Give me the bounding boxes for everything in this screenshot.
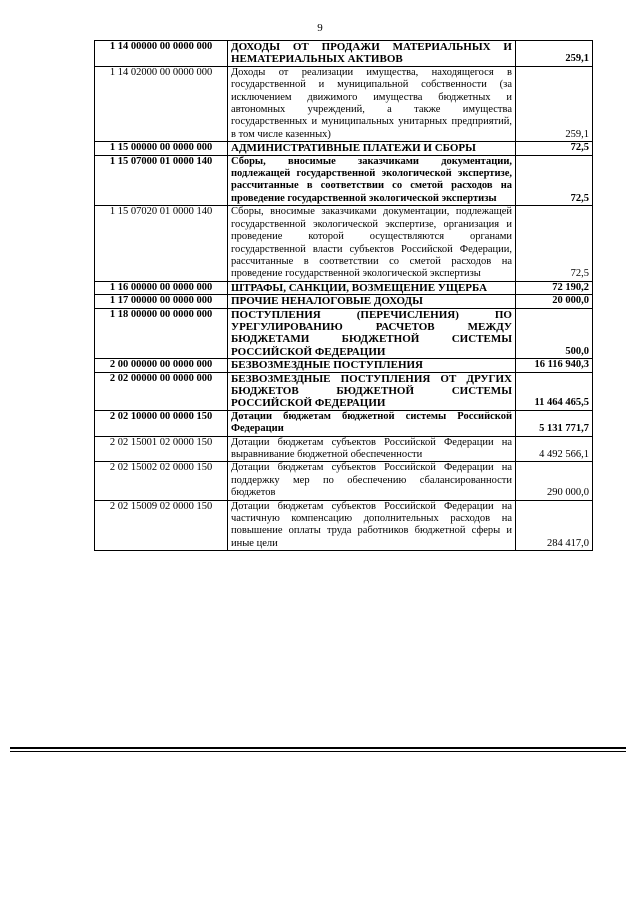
table-row	[95, 41, 593, 67]
revenue-name-cell: АДМИНИСТРАТИВНЫЕ ПЛАТЕЖИ И СБОРЫ	[228, 142, 516, 155]
amount-cell: 284 417,0	[516, 500, 593, 551]
revenue-name-cell: Сборы, вносимые заказчиками документации, подлежащей государственной экологической экспертизе, организация и проведение которой осуществляются органами государственной власти субъектов Российской Федерации, рассчитанные в соответствии со сметой расходов на проведение государственной экологической экспертизы	[228, 206, 516, 281]
budget-code-cell: 2 02 15001 02 0000 150	[95, 436, 228, 462]
revenue-name-cell: Дотации бюджетам субъектов Российской Федерации на выравнивание бюджетной обеспеченности	[228, 436, 516, 462]
budget-code-cell: 2 02 15002 02 0000 150	[95, 462, 228, 500]
table-row	[95, 281, 593, 294]
amount-cell: 11 464 465,5	[516, 372, 593, 410]
revenue-name-cell: Доходы от реализации имущества, находящегося в государственной и муниципальной собственности (за исключением движимого имущества бюджетных и автономных учреждений, а также имущества государственных и муниципальных унитарных предприятий, в том числе казенных)	[228, 66, 516, 141]
revenue-table-body	[95, 41, 593, 551]
footer-rule-thin	[10, 751, 626, 752]
amount-cell: 72,5	[516, 155, 593, 206]
footer-rule	[10, 747, 626, 749]
table-row	[95, 436, 593, 462]
budget-code-cell: 1 14 00000 00 0000 000	[95, 41, 228, 67]
revenue-name-cell: Сборы, вносимые заказчиками документации, подлежащей государственной экологической экспертизе, рассчитанные в соответствии со сметой расходов на проведение государственной экологической экспертизы	[228, 155, 516, 206]
budget-code-cell: 2 02 15009 02 0000 150	[95, 500, 228, 551]
revenue-name-cell: ПОСТУПЛЕНИЯ (ПЕРЕЧИСЛЕНИЯ) ПО УРЕГУЛИРОВАНИЮ РАСЧЕТОВ МЕЖДУ БЮДЖЕТАМИ БЮДЖЕТНОЙ СИСТЕМЫ РОССИЙСКОЙ ФЕДЕРАЦИИ	[228, 308, 516, 359]
table-row	[95, 462, 593, 500]
amount-cell: 259,1	[516, 66, 593, 141]
amount-cell: 72 190,2	[516, 281, 593, 294]
amount-cell: 72,5	[516, 206, 593, 281]
revenue-name-cell: Дотации бюджетам субъектов Российской Федерации на поддержку мер по обеспечению сбалансированности бюджетов	[228, 462, 516, 500]
table-row	[95, 142, 593, 155]
budget-code-cell: 2 00 00000 00 0000 000	[95, 359, 228, 372]
table-row	[95, 410, 593, 436]
budget-code-cell: 1 15 07020 01 0000 140	[95, 206, 228, 281]
budget-code-cell: 2 02 10000 00 0000 150	[95, 410, 228, 436]
revenue-name-cell: ШТРАФЫ, САНКЦИИ, ВОЗМЕЩЕНИЕ УЩЕРБА	[228, 281, 516, 294]
amount-cell: 5 131 771,7	[516, 410, 593, 436]
budget-code-cell: 1 17 00000 00 0000 000	[95, 295, 228, 308]
table-row	[95, 308, 593, 359]
revenue-name-cell: Дотации бюджетам бюджетной системы Российской Федерации	[228, 410, 516, 436]
table-row	[95, 372, 593, 410]
budget-code-cell: 1 14 02000 00 0000 000	[95, 66, 228, 141]
budget-code-cell: 1 18 00000 00 0000 000	[95, 308, 228, 359]
table-row	[95, 155, 593, 206]
revenue-name-cell: БЕЗВОЗМЕЗДНЫЕ ПОСТУПЛЕНИЯ ОТ ДРУГИХ БЮДЖЕТОВ БЮДЖЕТНОЙ СИСТЕМЫ РОССИЙСКОЙ ФЕДЕРАЦИИ	[228, 372, 516, 410]
amount-cell: 500,0	[516, 308, 593, 359]
budget-code-cell: 1 15 07000 01 0000 140	[95, 155, 228, 206]
table-row	[95, 359, 593, 372]
table-row	[95, 206, 593, 281]
revenue-name-cell: Дотации бюджетам субъектов Российской Федерации на частичную компенсацию дополнительных расходов на повышение оплаты труда работников бюджетной сферы и иные цели	[228, 500, 516, 551]
budget-code-cell: 1 16 00000 00 0000 000	[95, 281, 228, 294]
amount-cell: 20 000,0	[516, 295, 593, 308]
table-row	[95, 295, 593, 308]
amount-cell: 290 000,0	[516, 462, 593, 500]
amount-cell: 4 492 566,1	[516, 436, 593, 462]
amount-cell: 72,5	[516, 142, 593, 155]
page-number: 9	[317, 22, 323, 34]
revenue-name-cell: ДОХОДЫ ОТ ПРОДАЖИ МАТЕРИАЛЬНЫХ И НЕМАТЕРИАЛЬНЫХ АКТИВОВ	[228, 41, 516, 67]
amount-cell: 16 116 940,3	[516, 359, 593, 372]
amount-cell: 259,1	[516, 41, 593, 67]
table-row	[95, 500, 593, 551]
budget-code-cell: 1 15 00000 00 0000 000	[95, 142, 228, 155]
revenue-name-cell: БЕЗВОЗМЕЗДНЫЕ ПОСТУПЛЕНИЯ	[228, 359, 516, 372]
budget-code-cell: 2 02 00000 00 0000 000	[95, 372, 228, 410]
revenue-name-cell: ПРОЧИЕ НЕНАЛОГОВЫЕ ДОХОДЫ	[228, 295, 516, 308]
table-row	[95, 66, 593, 141]
revenue-table	[94, 40, 593, 551]
